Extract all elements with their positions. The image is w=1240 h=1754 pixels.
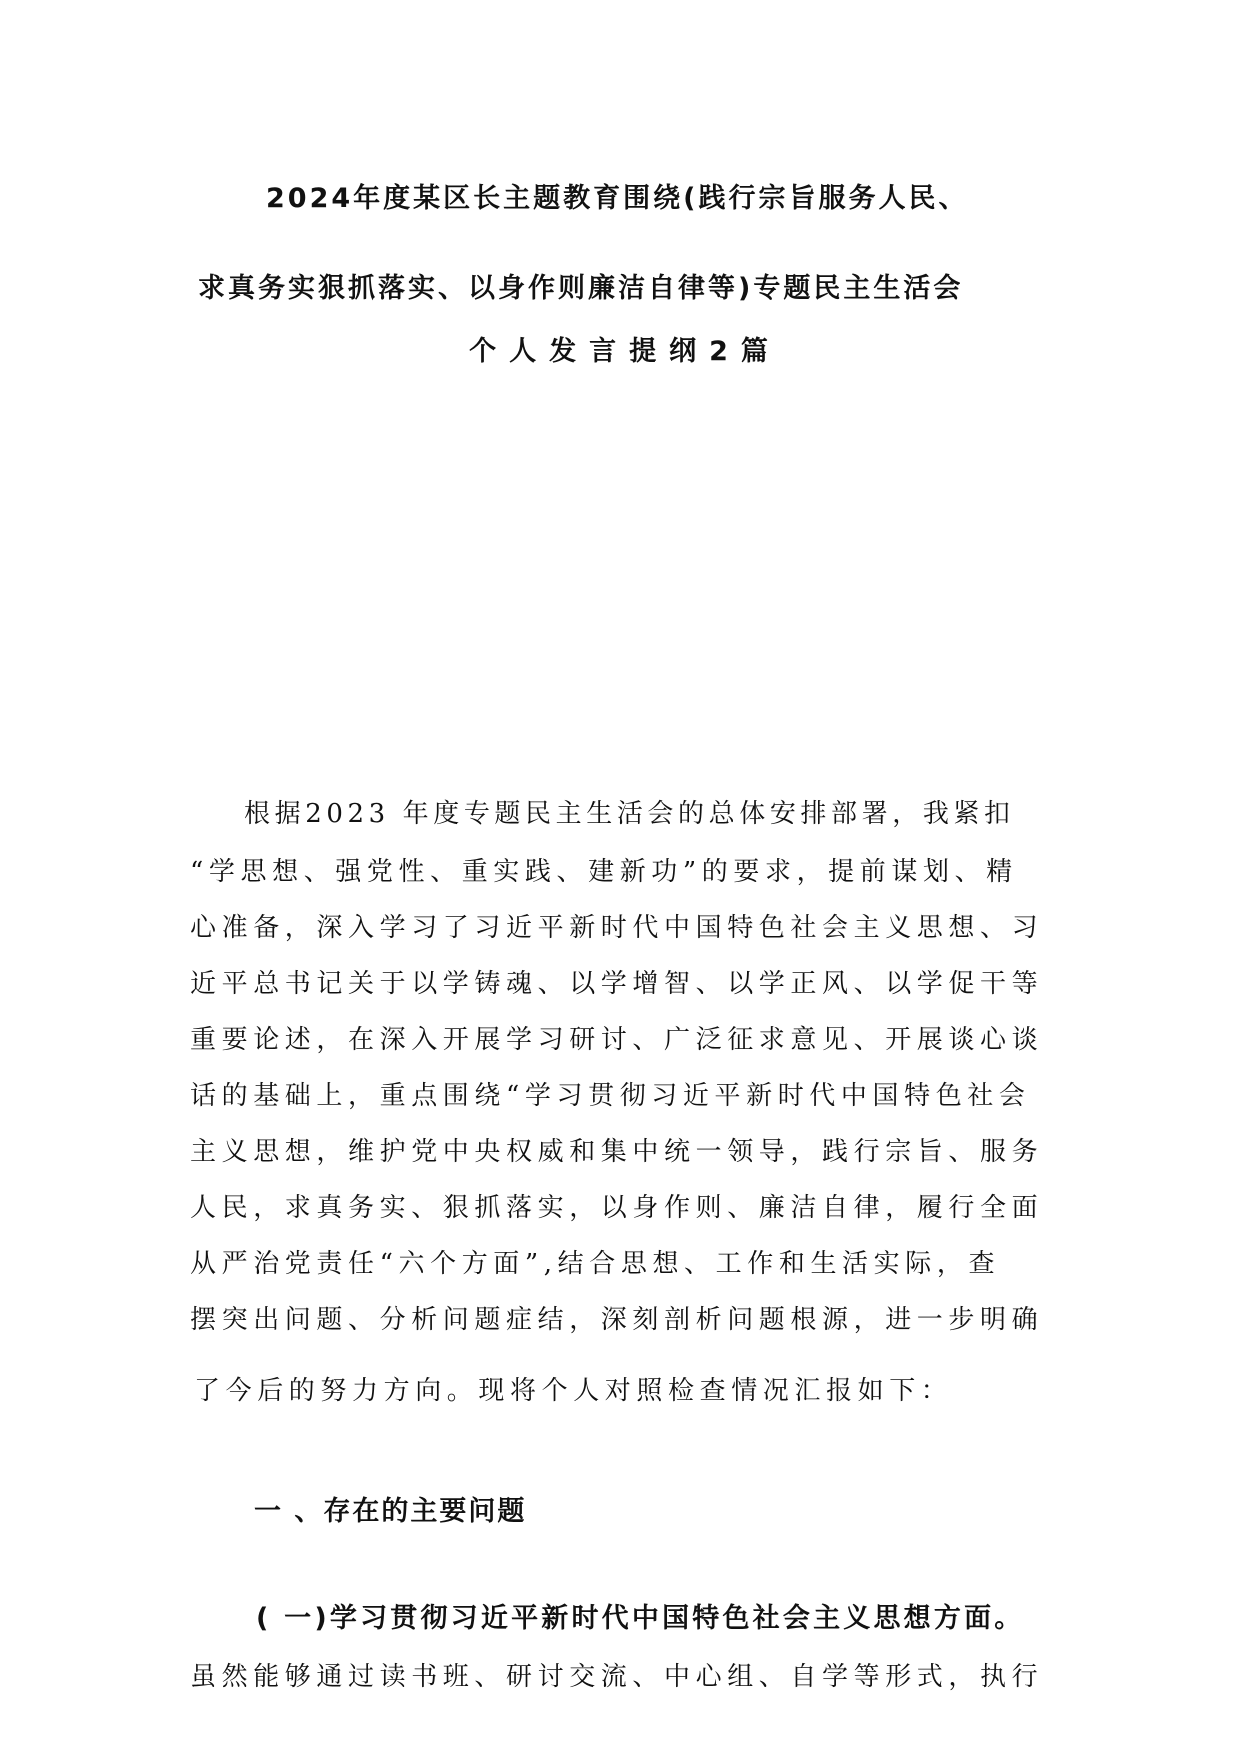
intro-line: 从严治党责任“六个方面”,结合思想、工作和生活实际，查 xyxy=(190,1249,1001,1279)
intro-line: 了今后的努力方向。现将个人对照检查情况汇报如下： xyxy=(194,1376,953,1406)
subsection-heading: ( 一)学习贯彻习近平新时代中国特色社会主义思想方面。 xyxy=(256,1603,1025,1634)
intro-line: “学思想、强党性、重实践、建新功”的要求，提前谋划、精 xyxy=(190,857,1018,887)
intro-line: 重要论述，在深入开展学习研讨、广泛征求意见、开展谈心谈 xyxy=(190,1025,1044,1055)
intro-line: 摆突出问题、分析问题症结，深刻剖析问题根源，进一步明确 xyxy=(190,1305,1044,1335)
document-title-line-3: 个人发言提纲2篇 xyxy=(469,336,781,367)
intro-line: 人民，求真务实、狠抓落实，以身作则、廉洁自律，履行全面 xyxy=(190,1193,1044,1223)
subsection-body-line: 虽然能够通过读书班、研讨交流、中心组、自学等形式，执行 xyxy=(190,1662,1044,1692)
intro-line: 心准备，深入学习了习近平新时代中国特色社会主义思想、习 xyxy=(190,913,1044,943)
document-title-line-1: 2024年度某区长主题教育围绕(践行宗旨服务人民、 xyxy=(266,183,969,214)
intro-line: 主义思想，维护党中央权威和集中统一领导，践行宗旨、服务 xyxy=(190,1137,1044,1167)
intro-line: 近平总书记关于以学铸魂、以学增智、以学正风、以学促干等 xyxy=(190,969,1044,999)
intro-line: 话的基础上，重点围绕“学习贯彻习近平新时代中国特色社会 xyxy=(190,1081,1031,1111)
document-title-line-2: 求真务实狠抓落实、以身作则廉洁自律等)专题民主生活会 xyxy=(198,273,964,304)
section-heading: 一 、存在的主要问题 xyxy=(254,1496,527,1527)
intro-line: 根据2023 年度专题民主生活会的总体安排部署，我紧扣 xyxy=(244,799,1015,829)
